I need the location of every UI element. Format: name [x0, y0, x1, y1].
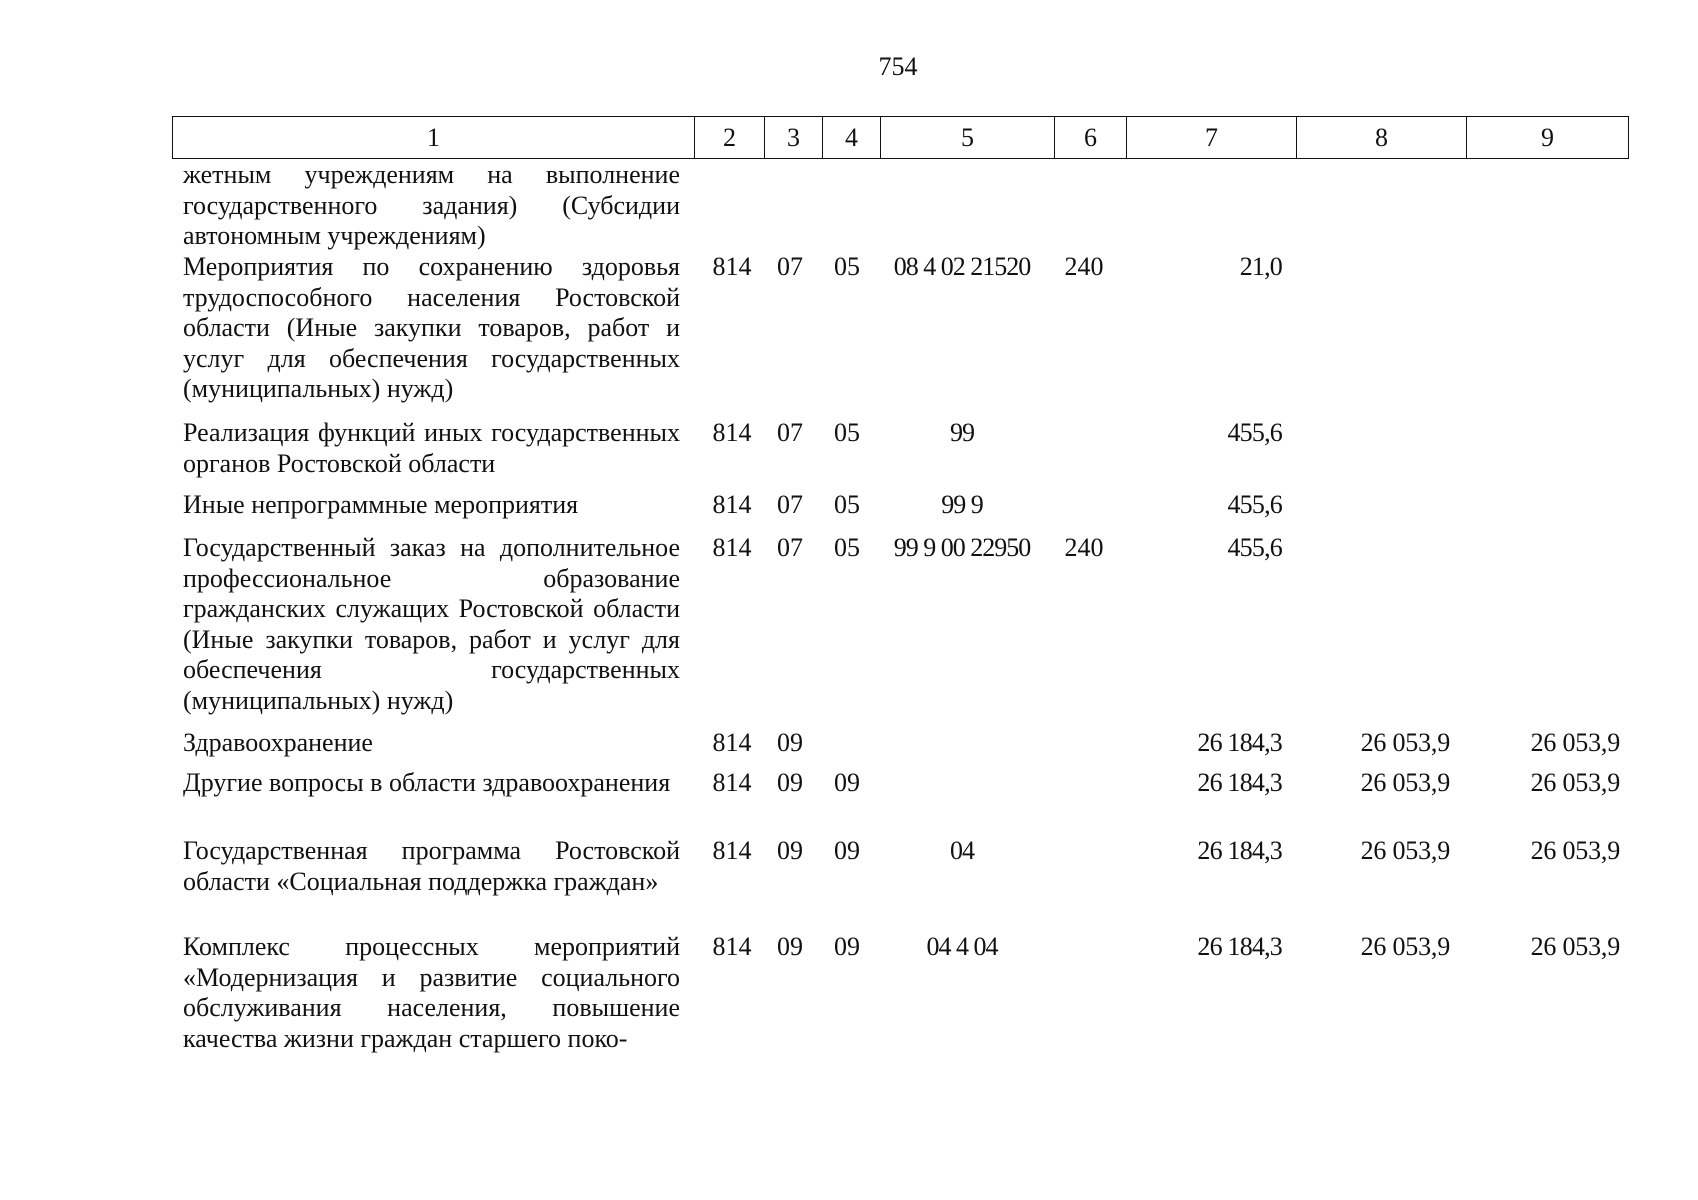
table-row [172, 160, 1628, 252]
amount-col-7: 455,6 [1227, 490, 1282, 519]
row-description: Комплекс процессных мероприятий «Модернизация и развитие социального обслуживания населения, повышение качества жизни граждан старшего поко- [183, 932, 680, 1053]
section-code: 09 [777, 932, 803, 961]
amount-col-7: 455,6 [1227, 533, 1282, 562]
amount-col-7: 26 184,3 [1197, 728, 1282, 757]
target-article-code: 04 4 04 [926, 932, 998, 961]
section-code: 07 [777, 418, 803, 447]
subsection-code: 05 [834, 252, 860, 281]
section-code: 07 [777, 533, 803, 562]
amount-col-7: 26 184,3 [1197, 932, 1282, 961]
table-row [172, 768, 1628, 836]
row-description: Реализация функций иных государственных органов Ростовской области [183, 418, 680, 478]
target-article-code: 99 [950, 418, 974, 447]
row-description: Здравоохранение [183, 728, 373, 757]
table-row [172, 490, 1628, 533]
amount-col-9: 26 053,9 [1530, 836, 1620, 865]
table-row [172, 252, 1628, 418]
row-description: жетным учреждениям на выполнение государственного задания) (Субсидии автономным учреждениям) [183, 160, 680, 250]
subsection-code: 09 [834, 768, 860, 797]
subsection-code: 05 [834, 418, 860, 447]
expense-type-code: 240 [1064, 252, 1104, 281]
table-body [172, 160, 1628, 1056]
section-code: 09 [777, 768, 803, 797]
ministry-code: 814 [712, 932, 752, 961]
subsection-code: 05 [834, 533, 860, 562]
amount-col-7: 26 184,3 [1197, 836, 1282, 865]
table-row [172, 932, 1628, 1056]
subsection-code: 09 [834, 932, 860, 961]
ministry-code: 814 [712, 728, 752, 757]
row-description: Мероприятия по сохранению здоровья трудоспособного населения Ростовской области (Иные закупки товаров, работ и услуг для обеспечения государственных (муниципальных) нужд) [183, 252, 680, 403]
column-header-2: 2 [695, 117, 765, 159]
section-code: 07 [777, 490, 803, 519]
amount-col-9: 26 053,9 [1530, 728, 1620, 757]
column-header-6: 6 [1055, 117, 1127, 159]
row-description: Иные непрограммные мероприятия [183, 490, 579, 519]
target-article-code: 99 9 [941, 490, 983, 519]
table-header [172, 116, 1629, 159]
column-header-8: 8 [1297, 117, 1467, 159]
table-row [172, 533, 1628, 728]
column-header-1: 1 [173, 117, 695, 159]
amount-col-8: 26 053,9 [1360, 836, 1450, 865]
amount-col-9: 26 053,9 [1530, 932, 1620, 961]
amount-col-8: 26 053,9 [1360, 768, 1450, 797]
column-header-4: 4 [823, 117, 881, 159]
table-row [172, 728, 1628, 768]
expense-type-code: 240 [1064, 533, 1104, 562]
table-row [172, 418, 1628, 490]
amount-col-7: 455,6 [1227, 418, 1282, 447]
ministry-code: 814 [712, 836, 752, 865]
amount-col-9: 26 053,9 [1530, 768, 1620, 797]
target-article-code: 04 [950, 836, 974, 865]
column-header-9: 9 [1467, 117, 1629, 159]
row-description: Государственный заказ на дополнительное профессиональное образование гражданских служащих Ростовской области (Иные закупки товаров, работ и услуг для обеспечения государственных (муниципальных) нужд) [183, 533, 680, 715]
amount-col-7: 26 184,3 [1197, 768, 1282, 797]
column-header-5: 5 [881, 117, 1055, 159]
amount-col-7: 21,0 [1239, 252, 1282, 281]
column-header-3: 3 [765, 117, 823, 159]
subsection-code: 09 [834, 836, 860, 865]
amount-col-8: 26 053,9 [1360, 932, 1450, 961]
ministry-code: 814 [712, 418, 752, 447]
target-article-code: 99 9 00 22950 [893, 533, 1031, 562]
row-description: Другие вопросы в области здравоохранения [183, 768, 671, 797]
table-row [172, 836, 1628, 932]
column-header-7: 7 [1127, 117, 1297, 159]
section-code: 07 [777, 252, 803, 281]
ministry-code: 814 [712, 490, 752, 519]
ministry-code: 814 [712, 252, 752, 281]
amount-col-8: 26 053,9 [1360, 728, 1450, 757]
section-code: 09 [777, 836, 803, 865]
subsection-code: 05 [834, 490, 860, 519]
target-article-code: 08 4 02 21520 [893, 252, 1031, 281]
row-description: Государственная программа Ростовской области «Социальная поддержка граждан» [183, 836, 680, 896]
page-number: 754 [878, 52, 918, 81]
ministry-code: 814 [712, 768, 752, 797]
ministry-code: 814 [712, 533, 752, 562]
section-code: 09 [777, 728, 803, 757]
